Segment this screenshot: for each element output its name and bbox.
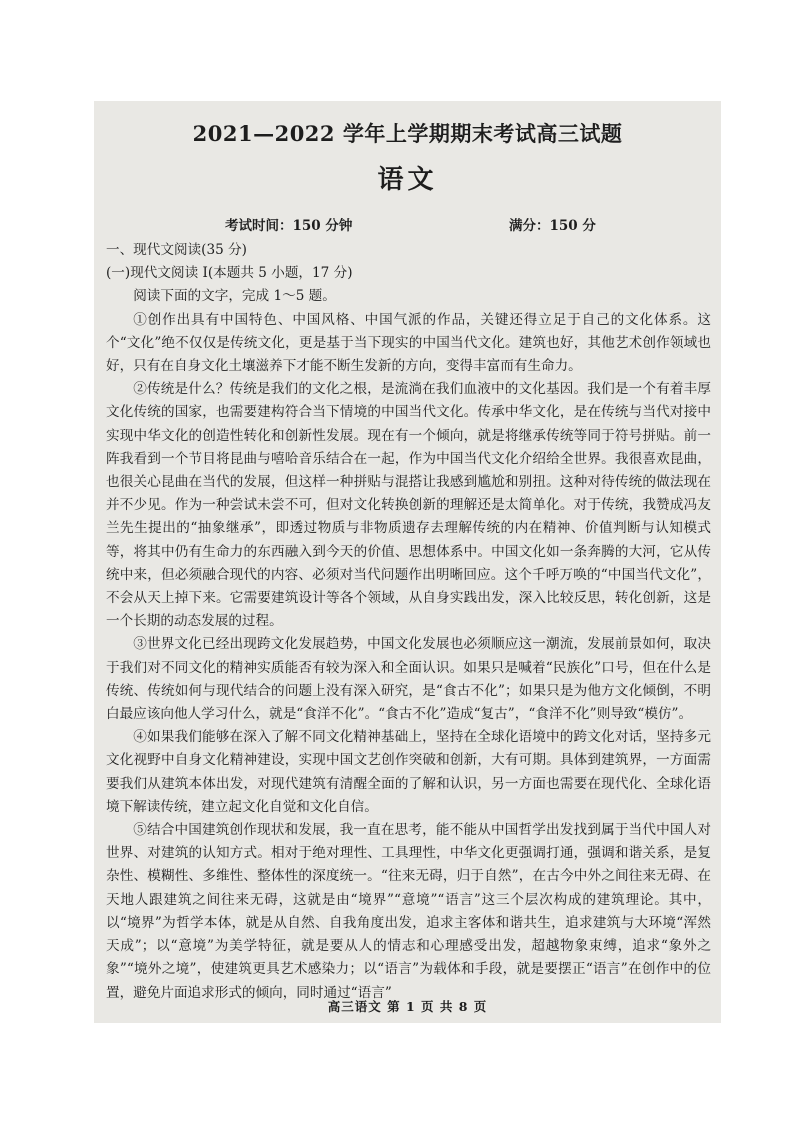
paragraph-3: ③世界文化已经出现跨文化发展趋势，中国文化发展也必须顺应这一潮流，发展前景如何，取决于我们对不同文化的精神实质能否有较为深入和全面认识。如果只是喊着“民族化”口号，但在什么是传统、传统如何与现代结合的问题上没有深入研究，是“食古不化”；如果只是为他方文化倾倒，不明白最应该向他人学习什么，就是“食洋不化”。“食古不化”造成“复古”，“食洋不化”则导致“模仿”。 <box>106 636 711 723</box>
exam-paper-page <box>94 101 721 1023</box>
full-score: 满分：150 分 <box>509 218 596 234</box>
paragraph-2: ②传统是什么？传统是我们的文化之根，是流淌在我们血液中的文化基因。我们是一个有着丰厚文化传统的国家，也需要建构符合当下情境的中国当代文化。传承中华文化，是在传统与当代对接中实现中华文化的创造性转化和创新性发展。现在有一个倾向，就是将继承传统等同于符号拼贴。前一阵我看到一个节目将昆曲与嘻哈音乐结合在一起，作为中国当代文化介绍给全世界。我很喜欢昆曲，也很关心昆曲在当代的发展，但这样一种拼贴与混搭让我感到尴尬和别扭。这种对待传统的做法现在并不少见。作为一种尝试未尝不可，但对文化转换创新的理解还是太简单化。对于传统，我赞成冯友兰先生提出的“抽象继承”，即透过物质与非物质遗存去理解传统的内在精神、价值判断与认知模式等，将其中仍有生命力的东西融入到今天的价值、思想体系中。中国文化如一条奔腾的大河，它从传统中来，但必须融合现代的内容、必须对当代问题作出明晰回应。这个千呼万唤的“中国当代文化”，不会从天上掉下来。它需要建筑设计等各个领域，从自身实践出发，深入比较反思，转化创新，这是一个长期的动态发展的过程。 <box>106 381 711 630</box>
section-heading: 一、现代文阅读(35 分) <box>106 242 247 258</box>
page-footer: 高三语文 第 1 页 共 8 页 <box>327 999 488 1014</box>
paragraph-5: ⑤结合中国建筑创作现状和发展，我一直在思考，能不能从中国哲学出发找到属于当代中国人对世界、对建筑的认知方式。相对于绝对理性、工具理性，中华文化更强调打通，强调和谐关系，是复杂性、模糊性、多维性、整体性的深度统一。“往来无碍，归于自然”，在古今中外之间往来无碍、在天地人跟建筑之间往来无碍，这就是由“境界”“意境”“语言”这三个层次构成的建筑理论。其中，以“境界”为哲学本体，就是从自然、自我角度出发，追求主客体和谐共生，追求建筑与大环境“浑然天成”；以“意境”为美学特征，就是要从人的情志和心理感受出发，超越物象束缚，追求“象外之象”“境外之境”，使建筑更具艺术感染力；以“语言”为载体和手段，就是要摆正“语言”在创作中的位置，避免片面追求形式的倾向，同时通过“语言” <box>106 822 711 1001</box>
subject-title: 语文 <box>377 165 438 195</box>
exam-time: 考试时间：150 分钟 <box>225 218 353 234</box>
paragraph-4: ④如果我们能够在深入了解不同文化精神基础上，坚持在全球化语境中的跨文化对话，坚持多元文化视野中自身文化精神建设，实现中国文艺创作突破和创新，大有可期。具体到建筑界，一方面需要我们从建筑本体出发，对现代建筑有清醒全面的了解和认识，另一方面也需要在现代化、全球化语境下解读传统，建立起文化自觉和文化自信。 <box>106 729 711 815</box>
exam-title: 2021—2022 学年上学期期末考试高三试题 <box>192 121 623 146</box>
subsection-heading: (一)现代文阅读 I(本题共 5 小题，17 分) <box>106 265 353 282</box>
instruction-text: 阅读下面的文字，完成 1～5 题。 <box>133 288 336 305</box>
paragraph-1: ①创作出具有中国特色、中国风格、中国气派的作品，关键还得立足于自己的文化体系。这个“文化”绝不仅仅是传统文化，更是基于当下现实的中国当代文化。建筑也好，其他艺术创作领域也好，只有在自身文化土壤滋养下才能不断生发新的方向，变得丰富而有生命力。 <box>106 311 711 375</box>
reading-content <box>106 239 711 1005</box>
